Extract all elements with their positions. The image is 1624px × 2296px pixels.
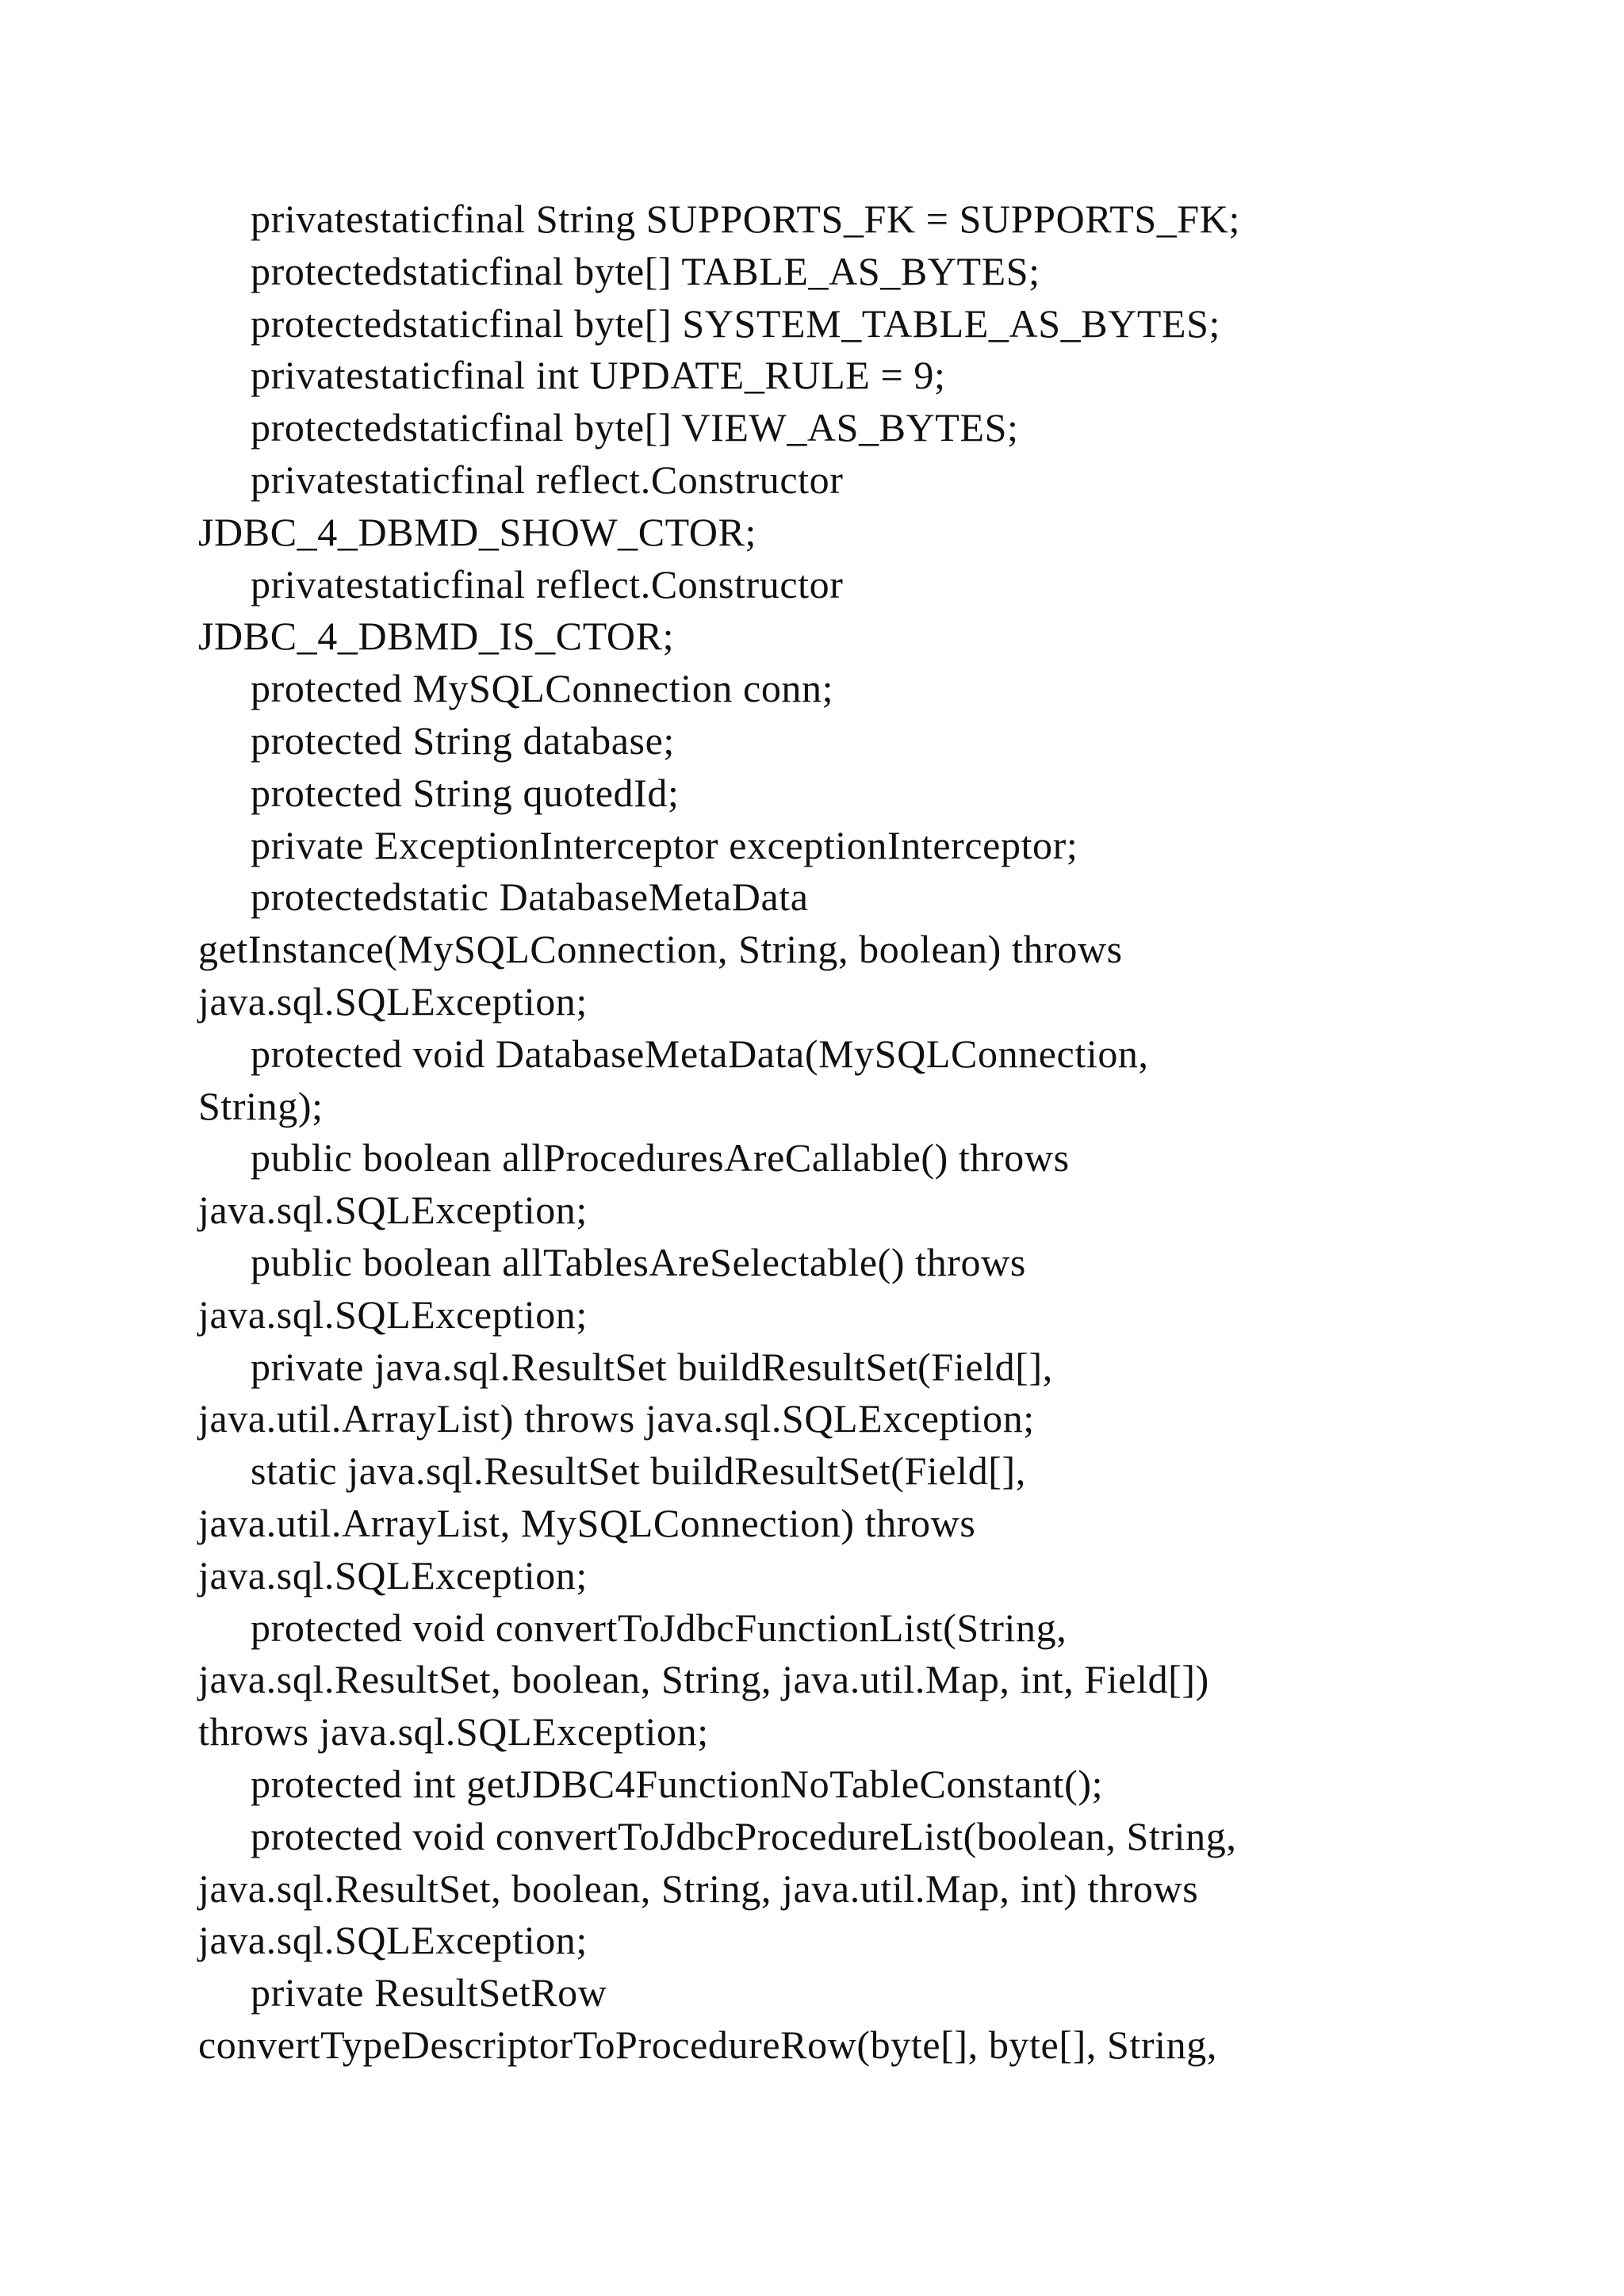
code-line: String);	[198, 1083, 324, 1128]
code-line: convertTypeDescriptorToProcedureRow(byte[], byte[], String,	[198, 2022, 1217, 2067]
code-line: protected String quotedId;	[251, 770, 680, 815]
code-line: java.sql.SQLException;	[198, 1552, 588, 1598]
code-line: java.sql.SQLException;	[198, 1292, 588, 1337]
code-line: protectedstaticfinal byte[] VIEW_AS_BYTES;	[251, 405, 1019, 450]
code-line: protectedstatic DatabaseMetaData	[251, 874, 809, 920]
code-line: protectedstaticfinal byte[] SYSTEM_TABLE_AS_BYTES;	[251, 300, 1221, 346]
code-line: JDBC_4_DBMD_SHOW_CTOR;	[198, 509, 757, 554]
code-line: java.sql.SQLException;	[198, 978, 588, 1024]
code-line: getInstance(MySQLConnection, String, boolean) throws	[198, 927, 1123, 972]
code-line: java.util.ArrayList, MySQLConnection) throws	[198, 1500, 976, 1545]
code-line: public boolean allTablesAreSelectable() throws	[251, 1239, 1026, 1284]
code-line: java.sql.ResultSet, boolean, String, java.util.Map, int, Field[])	[198, 1657, 1209, 1702]
code-line: java.sql.SQLException;	[198, 1918, 588, 1963]
code-line: protected void convertToJdbcFunctionList(String,	[251, 1605, 1067, 1650]
code-line: public boolean allProceduresAreCallable() throws	[251, 1135, 1070, 1181]
code-line: private java.sql.ResultSet buildResultSet(Field[],	[251, 1344, 1053, 1389]
code-line: protected MySQLConnection conn;	[251, 666, 834, 711]
code-line: privatestaticfinal String SUPPORTS_FK = SUPPORTS_FK;	[251, 197, 1240, 241]
code-line: java.util.ArrayList) throws java.sql.SQLException;	[198, 1396, 1035, 1441]
code-line: JDBC_4_DBMD_IS_CTOR;	[198, 614, 675, 659]
code-line: protected void DatabaseMetaData(MySQLConnection,	[251, 1031, 1149, 1076]
code-line: java.sql.ResultSet, boolean, String, java.util.Map, int) throws	[198, 1866, 1199, 1911]
code-line: protectedstaticfinal byte[] TABLE_AS_BYTES;	[251, 248, 1040, 293]
code-line: privatestaticfinal int UPDATE_RULE = 9;	[251, 353, 946, 398]
code-line: static java.sql.ResultSet buildResultSet(Field[],	[251, 1448, 1026, 1494]
code-line: private ExceptionInterceptor exceptionInterceptor;	[251, 822, 1078, 867]
code-listing	[198, 193, 1435, 2072]
code-line: protected int getJDBC4FunctionNoTableConstant();	[251, 1761, 1104, 1806]
code-line: privatestaticfinal reflect.Constructor	[251, 561, 844, 607]
code-line: throws java.sql.SQLException;	[198, 1709, 709, 1755]
code-line: privatestaticfinal reflect.Constructor	[251, 457, 844, 502]
code-line: protected void convertToJdbcProcedureList(boolean, String,	[251, 1813, 1237, 1858]
code-line: protected String database;	[251, 718, 675, 763]
code-line: java.sql.SQLException;	[198, 1188, 588, 1233]
code-line: private ResultSetRow	[251, 1970, 607, 2015]
